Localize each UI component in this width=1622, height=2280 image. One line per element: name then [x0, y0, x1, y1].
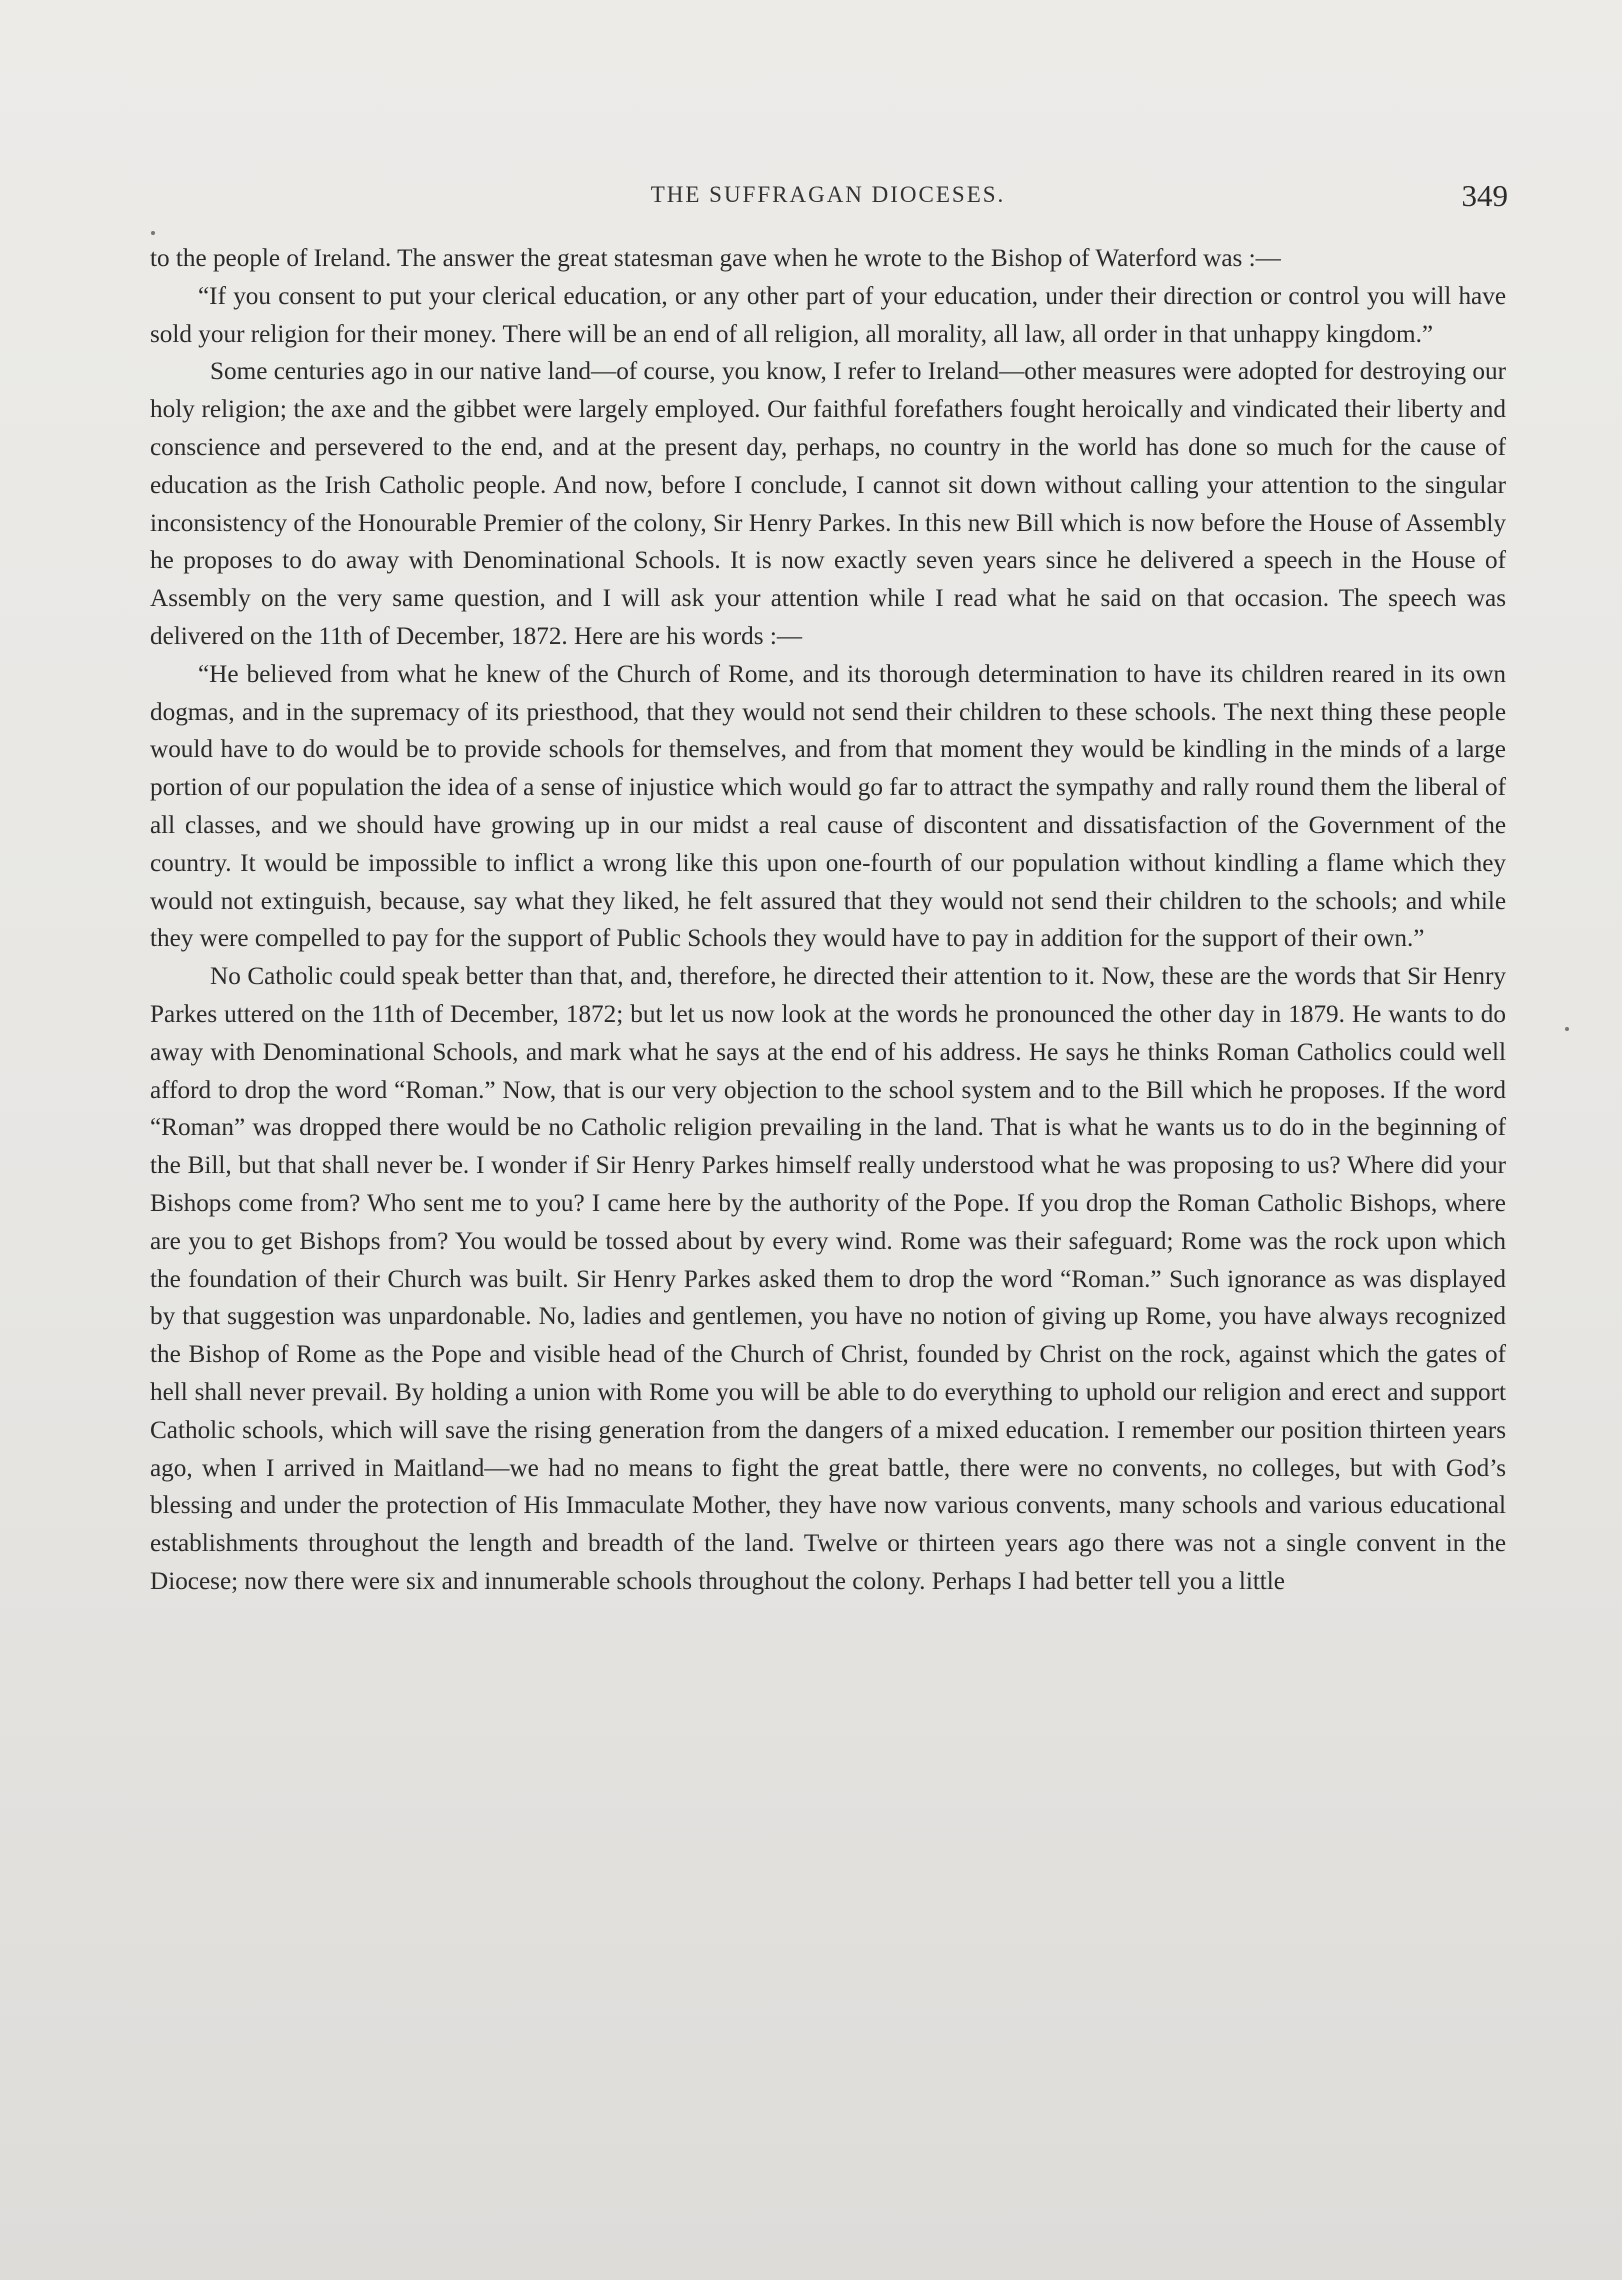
paragraph-continuation: to the people of Ireland. The answer the great statesman gave when he wrote to the Bishop of Waterford was :— [150, 245, 1281, 272]
paragraph-quote-gladstone: “If you consent to put your clerical education, or any other part of your education, under their direction or control you will have sold your religion for their money. There will be an end of all religion, all morality, all law, all order in that unhappy kingdom.” [150, 282, 1506, 348]
running-title: THE SUFFRAGAN DIOCESES. [650, 182, 1006, 207]
running-head [148, 178, 1508, 222]
paragraph-ireland: Some centuries ago in our native land—of course, you know, I refer to Ireland—other measures were adopted for destroying our holy religion; the axe and the gibbet were largely employed. Our faithful forefathers fought heroically and vindicated their liberty and conscience and persevered to the end, and at the present day, perhaps, no country in the world has done so much for the cause of education as the Irish Catholic people. And now, before I conclude, I cannot sit down without calling your attention to the singular inconsistency of the Honourable Premier of the colony, Sir Henry Parkes. In this new Bill which is now before the House of Assembly he proposes to do away with Denominational Schools. It is now exactly seven years since he delivered a speech in the House of Assembly on the very same question, and I will ask your attention while I read what he said on that occasion. The speech was delivered on the 11th of December, 1872. Here are his words :— [150, 358, 1506, 650]
page-speck [1565, 1027, 1569, 1031]
paragraph-rome: No Catholic could speak better than that, and, therefore, he directed their attention to it. Now, these are the words that Sir Henry Parkes uttered on the 11th of December, 1872; but let us now look at the words he pronounced the other day in 1879. He wants to do away with Denominational Schools, and mark what he says at the end of his address. He says he thinks Roman Catholics could well afford to drop the word “Roman.” Now, that is our very objection to the school system and to the Bill which he proposes. If the word “Roman” was dropped there would be no Catholic religion prevailing in the land. That is what he wants us to do in the beginning of the Bill, but that shall never be. I wonder if Sir Henry Parkes himself really understood what he was proposing to us? Where did your Bishops come from? Who sent me to you? I came here by the authority of the Pope. If you drop the Roman Catholic Bishops, where are you to get Bishops from? You would be tossed about by every wind. Rome was their safeguard; Rome was the rock upon which the foundation of their Church was built. Sir Henry Parkes asked them to drop the word “Roman.” Such ignorance as was displayed by that suggestion was unpardonable. No, ladies and gentlemen, you have no notion of giving up Rome, you have always recognized the Bishop of Rome as the Pope and visible head of the Church of Christ, founded by Christ on the rock, against which the gates of hell shall never prevail. By holding a union with Rome you will be able to do everything to uphold our religion and erect and support Catholic schools, which will save the rising generation from the dangers of a mixed education. I remember our position thirteen years ago, when I arrived in Maitland—we had no means to fight the great battle, there were no convents, no colleges, but with God’s blessing and under the protection of His Immaculate Mother, they have now various convents, many schools and various educational establishments throughout the length and breadth of the land. Twelve or thirteen years ago there was not a single convent in the Diocese; now there were six and innumerable schools throughout the colony. Perhaps I had better tell you a little [150, 963, 1506, 1595]
page-number: 349 [1461, 178, 1508, 213]
text-body [150, 240, 1506, 1601]
page-speck [151, 231, 155, 235]
paragraph-quote-parkes: “He believed from what he knew of the Church of Rome, and its thorough determination to have its children reared in its own dogmas, and in the supremacy of its priesthood, that they would not send their children to these schools. The next thing these people would have to do would be to provide schools for themselves, and from that moment they would be kindling in the minds of a large portion of our population the idea of a sense of injustice which would go far to attract the sympathy and rally round them the liberal of all classes, and we should have growing up in our midst a real cause of discontent and dissatisfaction of the Government of the country. It would be impossible to inflict a wrong like this upon one-fourth of our population without kindling a flame which they would not extinguish, because, say what they liked, he felt assured that they would not send their children to the schools; and while they were compelled to pay for the support of Public Schools they would have to pay in addition for the support of their own.” [150, 660, 1506, 953]
